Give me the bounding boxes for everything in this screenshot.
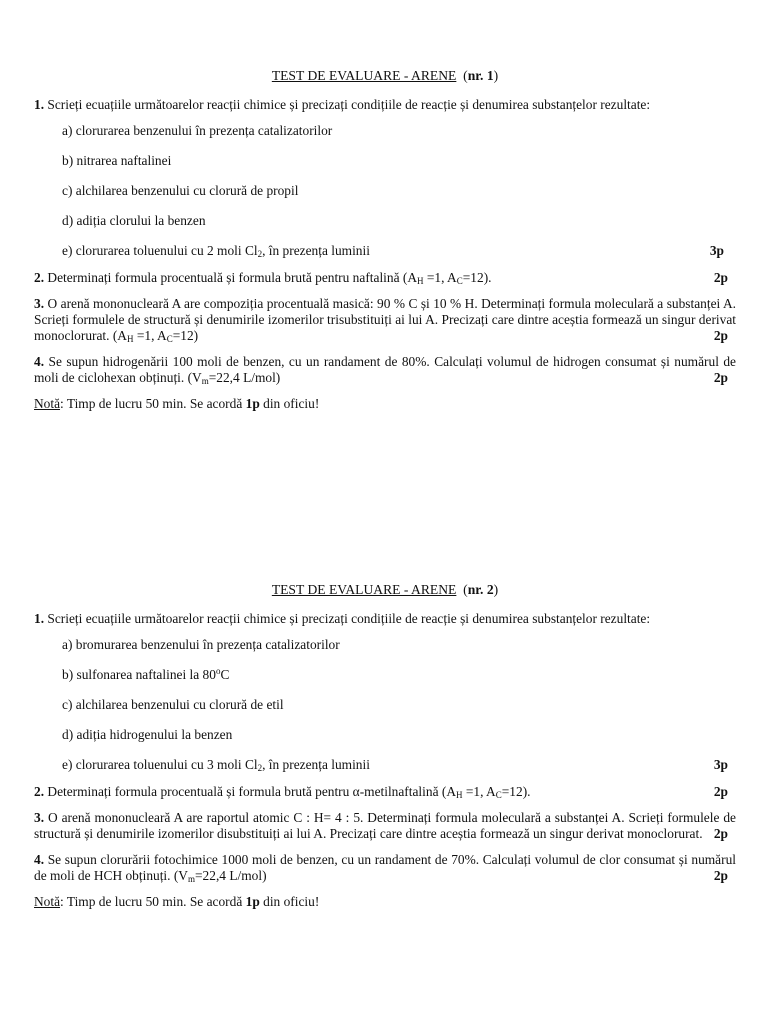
question-2 xyxy=(34,270,736,286)
list-item xyxy=(62,243,736,259)
subscript: C xyxy=(456,276,463,286)
question-number: 2. xyxy=(34,270,45,285)
list-item: b) nitrarea naftalinei xyxy=(62,153,172,168)
question-number: 3. xyxy=(34,810,45,825)
test-title: TEST DE EVALUARE - ARENE (nr. 2) xyxy=(271,582,499,597)
subscript: 2 xyxy=(257,763,263,773)
list-item xyxy=(62,667,736,683)
question-text: O arenă mononucleară A are raportul atomic C : H= 4 : 5. Determinați formula moleculară a substanței A. Scrieți formulele de structură și denumirile izomerilor disubstituiți ai lui A. Precizați care dintre aceștia formează un singur derivat monoclorurat. xyxy=(34,810,736,841)
question-1 xyxy=(34,611,736,627)
question-text: =12) xyxy=(172,328,199,343)
question-number: 4. xyxy=(34,354,45,369)
list-item: d) adiția hidrogenului la benzen xyxy=(62,727,233,742)
note-label: Notă xyxy=(34,396,61,411)
subscript: H xyxy=(456,790,463,800)
note-text: : Timp de lucru 50 min. Se acordă xyxy=(60,396,246,411)
question-text: Determinați formula procentuală și formula brută pentru α-metilnaftalină (A xyxy=(47,784,456,799)
question-text: Scrieți ecuațiile următoarelor reacții chimice și precizați condițiile de reacție și denumirea substanțelor rezultate: xyxy=(47,97,651,112)
question-2 xyxy=(34,784,736,800)
points-label: 2p xyxy=(713,784,728,799)
question-number: 3. xyxy=(34,296,45,311)
note-bold: 1p xyxy=(245,396,260,411)
item-text: , în prezența luminii xyxy=(262,757,370,772)
question-text: Determinați formula procentuală și formula brută pentru naftalină (A xyxy=(47,270,417,285)
test-title-text: TEST DE EVALUARE - ARENE xyxy=(271,582,457,597)
note-label: Notă xyxy=(34,894,61,909)
note xyxy=(34,894,736,910)
points-label: 3p xyxy=(713,757,728,772)
note-bold: 1p xyxy=(245,894,260,909)
test-number: nr. 2 xyxy=(467,582,494,597)
question-3 xyxy=(34,296,736,344)
question-number: 1. xyxy=(34,611,45,626)
question-number: 1. xyxy=(34,97,45,112)
list-item: c) alchilarea benzenului cu clorură de propil xyxy=(62,183,299,198)
question-text: Scrieți ecuațiile următoarelor reacții chimice și precizați condițiile de reacție și denumirea substanțelor rezultate: xyxy=(47,611,651,626)
question-text: Se supun hidrogenării 100 moli de benzen, cu un randament de 80%. Calculați volumul de hidrogen consumat și numărul de moli de ciclohexan obținuți. (V xyxy=(34,354,736,385)
list-item: a) bromurarea benzenului în prezența catalizatorilor xyxy=(62,637,340,652)
subscript: H xyxy=(417,276,424,286)
item-text: C xyxy=(220,667,230,682)
question-text: =1, A xyxy=(133,328,167,343)
subscript: m xyxy=(201,376,209,386)
superscript: o xyxy=(215,666,221,676)
points-label: 2p xyxy=(713,270,728,285)
note-text: : Timp de lucru 50 min. Se acordă xyxy=(60,894,246,909)
question-text: =12). xyxy=(462,270,492,285)
points-label: 2p xyxy=(713,370,728,385)
question-text: =12). xyxy=(501,784,531,799)
subscript: 2 xyxy=(257,249,263,259)
test-2 xyxy=(34,582,736,920)
points-label: 3p xyxy=(709,243,724,258)
test-title: TEST DE EVALUARE - ARENE (nr. 1) xyxy=(271,68,499,83)
test-title-text: TEST DE EVALUARE - ARENE xyxy=(271,68,457,83)
list-item: c) alchilarea benzenului cu clorură de etil xyxy=(62,697,284,712)
question-text: O arenă mononucleară A are compoziția procentuală masică: 90 % C și 10 % H. Determinați formula moleculară a substanței A. Scrieți formulele de structură și denumirile izomerilor trisubstituiți ai lui A. Precizați care dintre aceștia formează un singur derivat monoclorurat. (A xyxy=(34,296,736,343)
points-label: 2p xyxy=(713,826,728,841)
subscript: C xyxy=(166,334,173,344)
note xyxy=(34,396,736,412)
question-3 xyxy=(34,810,736,842)
item-text: e) clorurarea toluenului cu 3 moli Cl xyxy=(62,757,258,772)
subscript: m xyxy=(187,874,195,884)
note-text: din oficiu! xyxy=(259,396,320,411)
question-1 xyxy=(34,97,736,113)
list-item: a) clorurarea benzenului în prezența catalizatorilor xyxy=(62,123,333,138)
question-number: 2. xyxy=(34,784,45,799)
list-item xyxy=(62,757,736,773)
item-text: b) sulfonarea naftalinei la 80 xyxy=(62,667,216,682)
points-label: 2p xyxy=(713,328,728,343)
subscript: H xyxy=(126,334,134,344)
question-text: =22,4 L/mol) xyxy=(208,370,281,385)
question-4 xyxy=(34,354,736,386)
question-text: =1, A xyxy=(462,784,496,799)
note-text: din oficiu! xyxy=(259,894,320,909)
points-label: 2p xyxy=(713,868,728,883)
subscript: C xyxy=(495,790,502,800)
item-text: , în prezența luminii xyxy=(262,243,370,258)
question-text: =1, A xyxy=(423,270,457,285)
item-text: e) clorurarea toluenului cu 2 moli Cl xyxy=(62,243,258,258)
list-item: d) adiția clorului la benzen xyxy=(62,213,206,228)
test-number: nr. 1 xyxy=(467,68,494,83)
question-text: Se supun clorurării fotochimice 1000 moli de benzen, cu un randament de 70%. Calculați volumul de clor consumat și numărul de moli de HCH obținuți. (V xyxy=(34,852,736,883)
question-number: 4. xyxy=(34,852,45,867)
question-4 xyxy=(34,852,736,884)
question-text: =22,4 L/mol) xyxy=(195,868,267,883)
test-1 xyxy=(34,68,736,422)
